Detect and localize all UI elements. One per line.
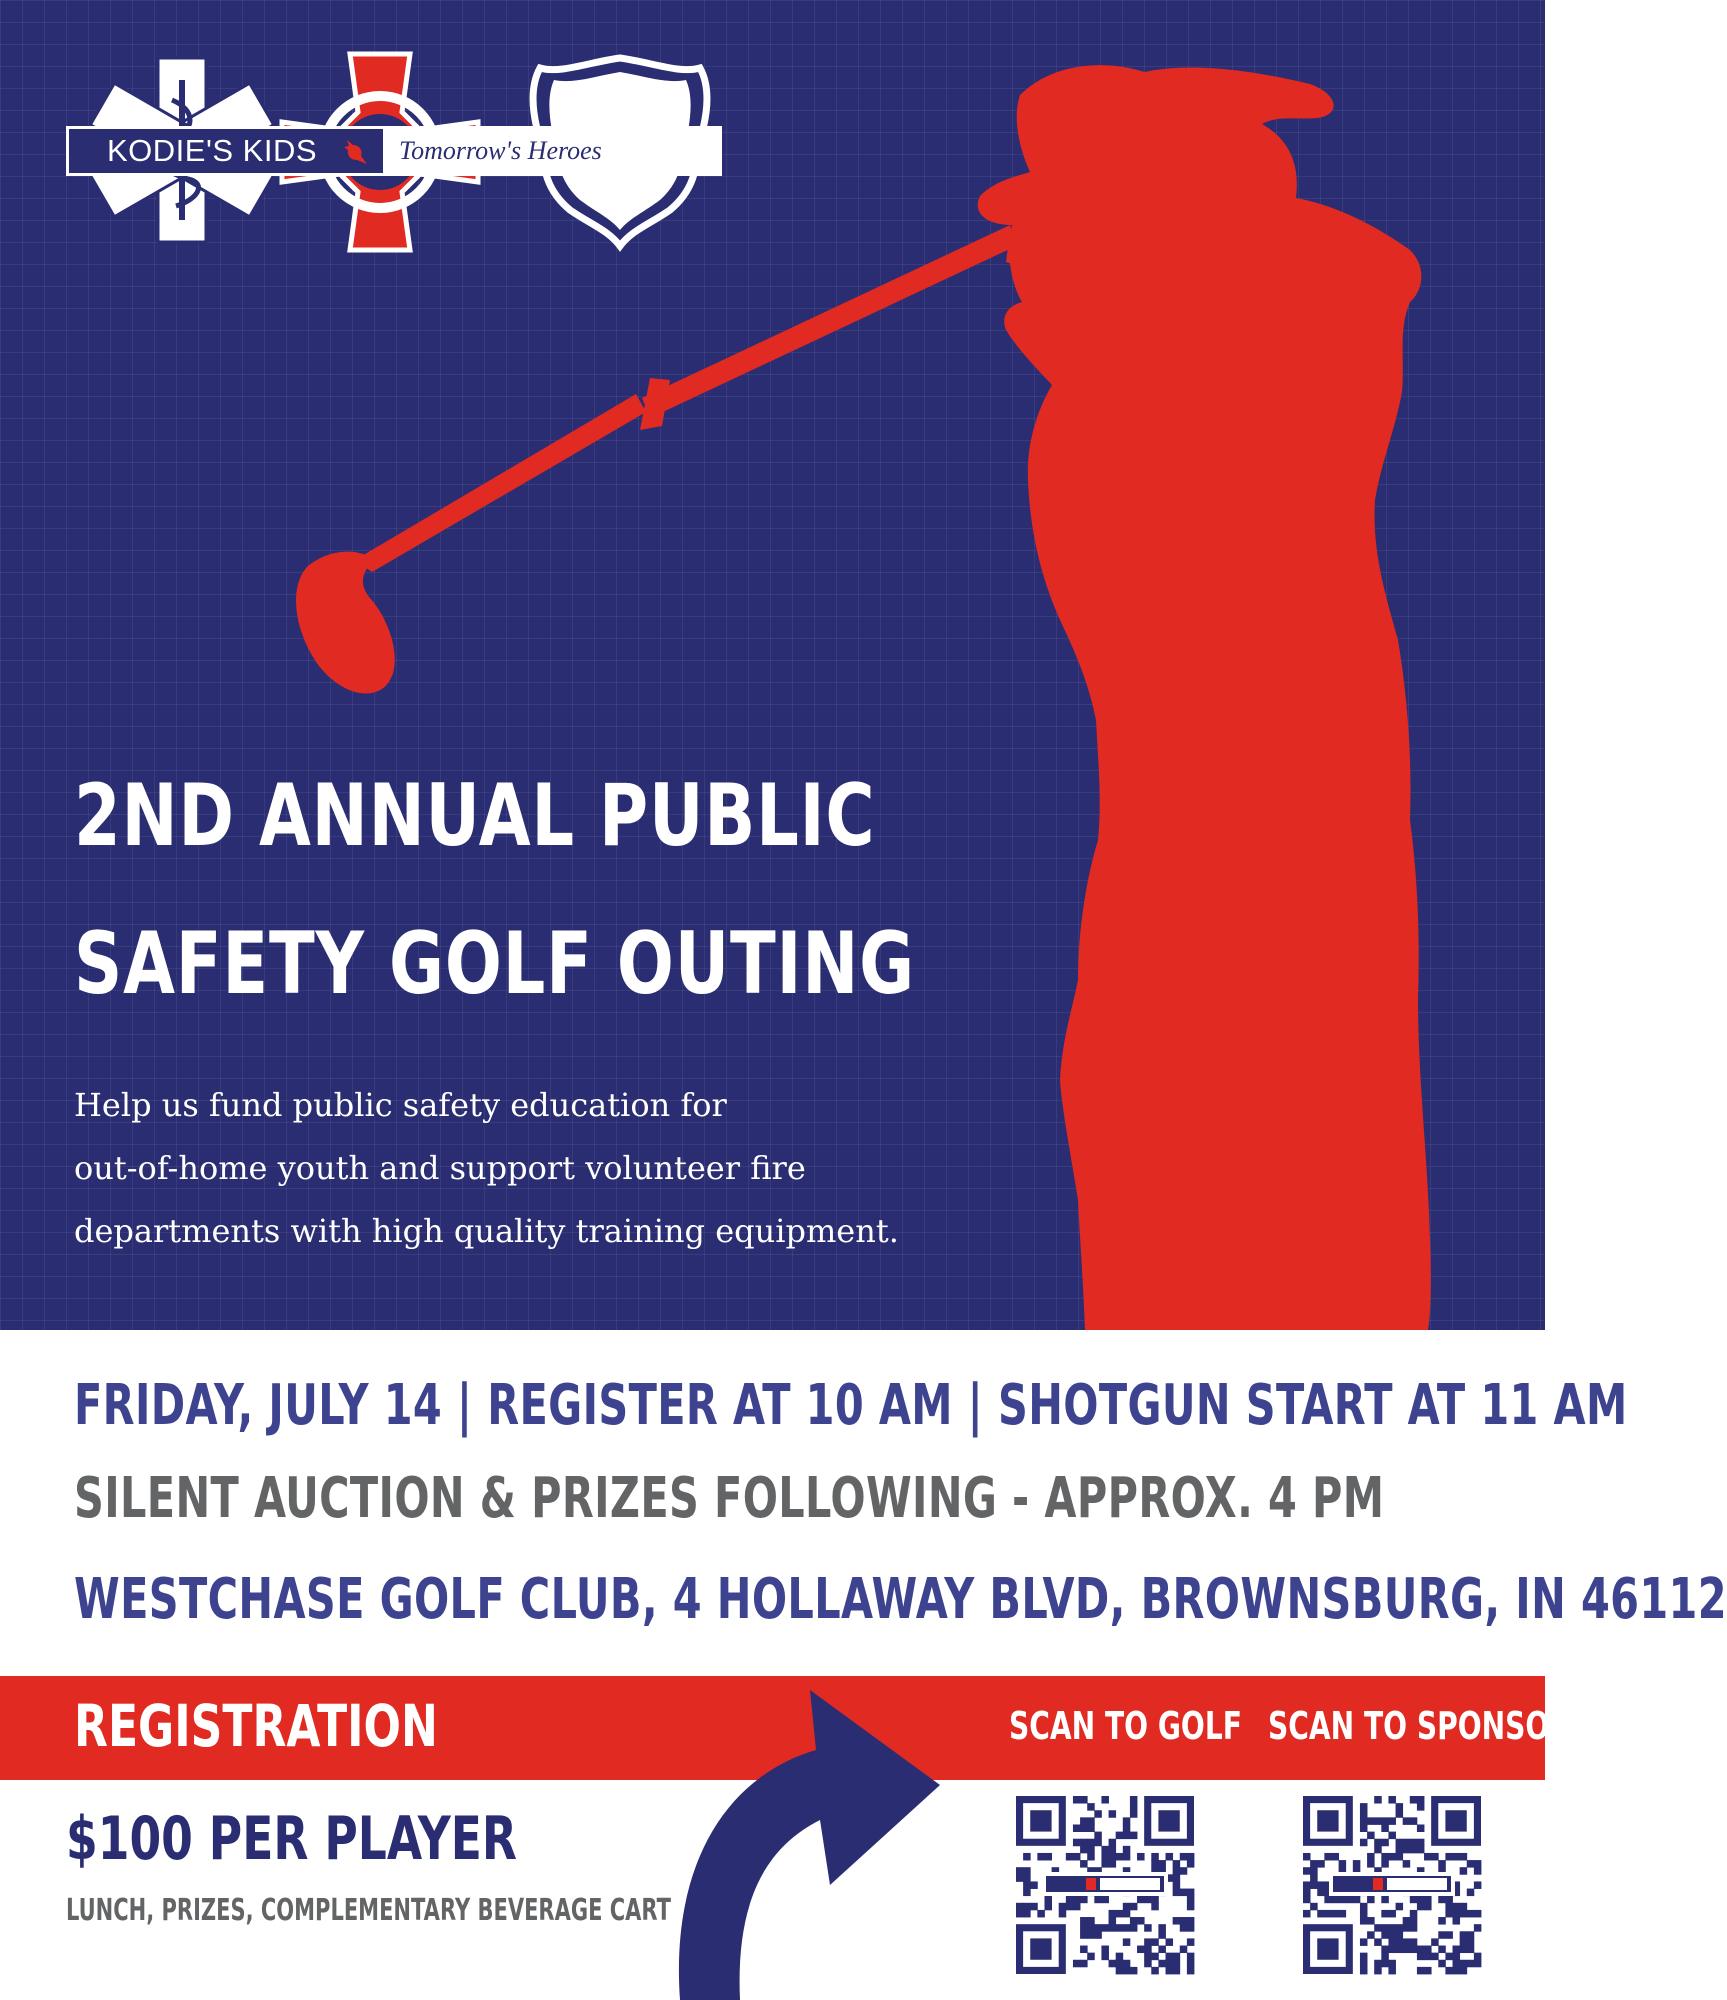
intro-line-2: out-of-home youth and support volunteer fire xyxy=(74,1149,806,1187)
event-location-line: WESTCHASE GOLF CLUB, 4 HOLLAWAY BLVD, BROWNSBURG, IN 46112 xyxy=(74,1567,1727,1632)
intro-line-3: departments with high quality training equipment. xyxy=(74,1212,899,1250)
kodies-kids-logo xyxy=(60,50,740,260)
silent-auction-line: SILENT AUCTION & PRIZES FOLLOWING - APPROX. 4 PM xyxy=(74,1466,1385,1531)
scan-to-golf-label: SCAN TO GOLF xyxy=(1009,1704,1242,1748)
logo-name: KODIE'S KIDS xyxy=(107,133,318,168)
registration-title: REGISTRATION xyxy=(74,1692,438,1760)
golf-qr-code[interactable] xyxy=(1016,1796,1194,1974)
intro-line-1: Help us fund public safety education for xyxy=(74,1086,727,1124)
price-includes: LUNCH, PRIZES, COMPLEMENTARY BEVERAGE CART xyxy=(66,1893,671,1928)
scan-to-sponsor-label: SCAN TO SPONSOR xyxy=(1268,1704,1571,1748)
event-headline xyxy=(74,742,916,1038)
event-date-line: FRIDAY, JULY 14 | REGISTER AT 10 AM | SHOTGUN START AT 11 AM xyxy=(74,1373,1628,1438)
curved-arrow-icon xyxy=(670,1680,970,2000)
headline-line-1: 2ND ANNUAL PUBLIC xyxy=(74,766,876,866)
logo-tagline: Tomorrow's Heroes xyxy=(383,129,719,173)
event-description xyxy=(74,1074,1074,1263)
cardinal-bird-icon xyxy=(339,136,369,166)
sponsor-qr-code[interactable] xyxy=(1303,1796,1481,1974)
headline-line-2: SAFETY GOLF OUTING xyxy=(74,914,916,1014)
logo-banner xyxy=(66,126,722,176)
price-per-player: $100 PER PLAYER xyxy=(66,1804,518,1874)
